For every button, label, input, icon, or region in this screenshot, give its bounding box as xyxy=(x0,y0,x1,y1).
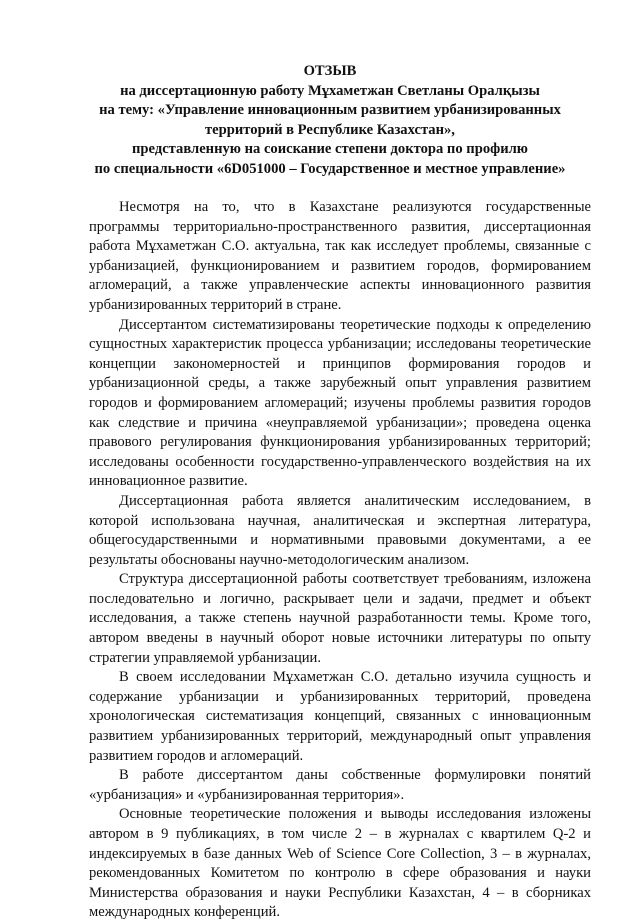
paragraph-research-content: В своем исследовании Мұхаметжан С.О. детально изучила сущность и содержание урбанизации и урбанизированных территорий, проведена хронологическая систематизация концепций, связанных с инновационным развитием урбанизированных территорий, международный опыт управления развитием городов и агломераций. xyxy=(89,669,591,764)
paragraph-analytical-study: Диссертационная работа является аналитическим исследованием, в которой использована научная, аналитическая и экспертная литература, общегосударственными и нормативными правовыми документами, а ее результаты обоснованы научно-методологическим анализом. xyxy=(89,492,591,568)
document-title: ОТЗЫВ xyxy=(303,63,357,79)
subtitle-line: территорий в Республике Казахстан», xyxy=(205,121,455,138)
subtitle-line: представленную на соискание степени доктора по профилю xyxy=(132,141,528,157)
subtitle-line: на диссертационную работу Мұхаметжан Светланы Оралқызы xyxy=(120,82,540,99)
document-header xyxy=(60,62,600,179)
paragraph-relevance: Несмотря на то, что в Казахстане реализуются государственные программы территориально-пространственного развития, диссертационная работа Мұхаметжан С.О. актуальна, так как исследует проблемы, связанные с урбанизацией, функционированием и развитием городов, формированием агломераций, а также управленческие аспекты инновационного развития урбанизированных территорий в стране. xyxy=(89,199,591,313)
paragraph-structure: Структура диссертационной работы соответствует требованиям, изложена последовательно и логично, раскрывает цели и задачи, предмет и объект исследования, а также степень научной разработанности темы. Кроме того, автором введены в научный оборот новые источники литературы по опыту стратегии управляемой урбанизации. xyxy=(89,571,591,666)
subtitle-line: на тему: «Управление инновационным развитием урбанизированных xyxy=(99,102,561,118)
paragraph-publications: Основные теоретические положения и выводы исследования изложены автором в 9 публикациях, в том числе 2 – в журналах с квартилем Q-2 и индексируемых в базе данных Web of Science Core Collection, 3 – в журналах, рекомендованных Комитетом по контролю в сфере образования и науки Министерства образования и науки Республики Казахстан, 4 – в сборниках международных конференций. xyxy=(89,806,591,921)
paragraph-definitions: В работе диссертантом даны собственные формулировки понятий «урбанизация» и «урбанизированная территория». xyxy=(89,767,591,803)
document-body xyxy=(89,198,591,923)
paragraph-systematization: Диссертантом систематизированы теоретические подходы к определению сущностных характеристик процесса урбанизации; исследованы теоретические концепции закономерностей и принципов формирования городов и урбанизационной среды, а также зарубежный опыт управления развитием городов и формированием агломераций; изучены проблемы развития городов как следствие и причина «неуправляемой урбанизации»; проведена оценка правового регулирования функционирования урбанизированных территорий; исследованы особенности государственно-управленческого воздействия на их инновационное развитие. xyxy=(89,316,591,490)
subtitle-line: по специальности «6D051000 – Государственное и местное управление» xyxy=(94,160,566,177)
